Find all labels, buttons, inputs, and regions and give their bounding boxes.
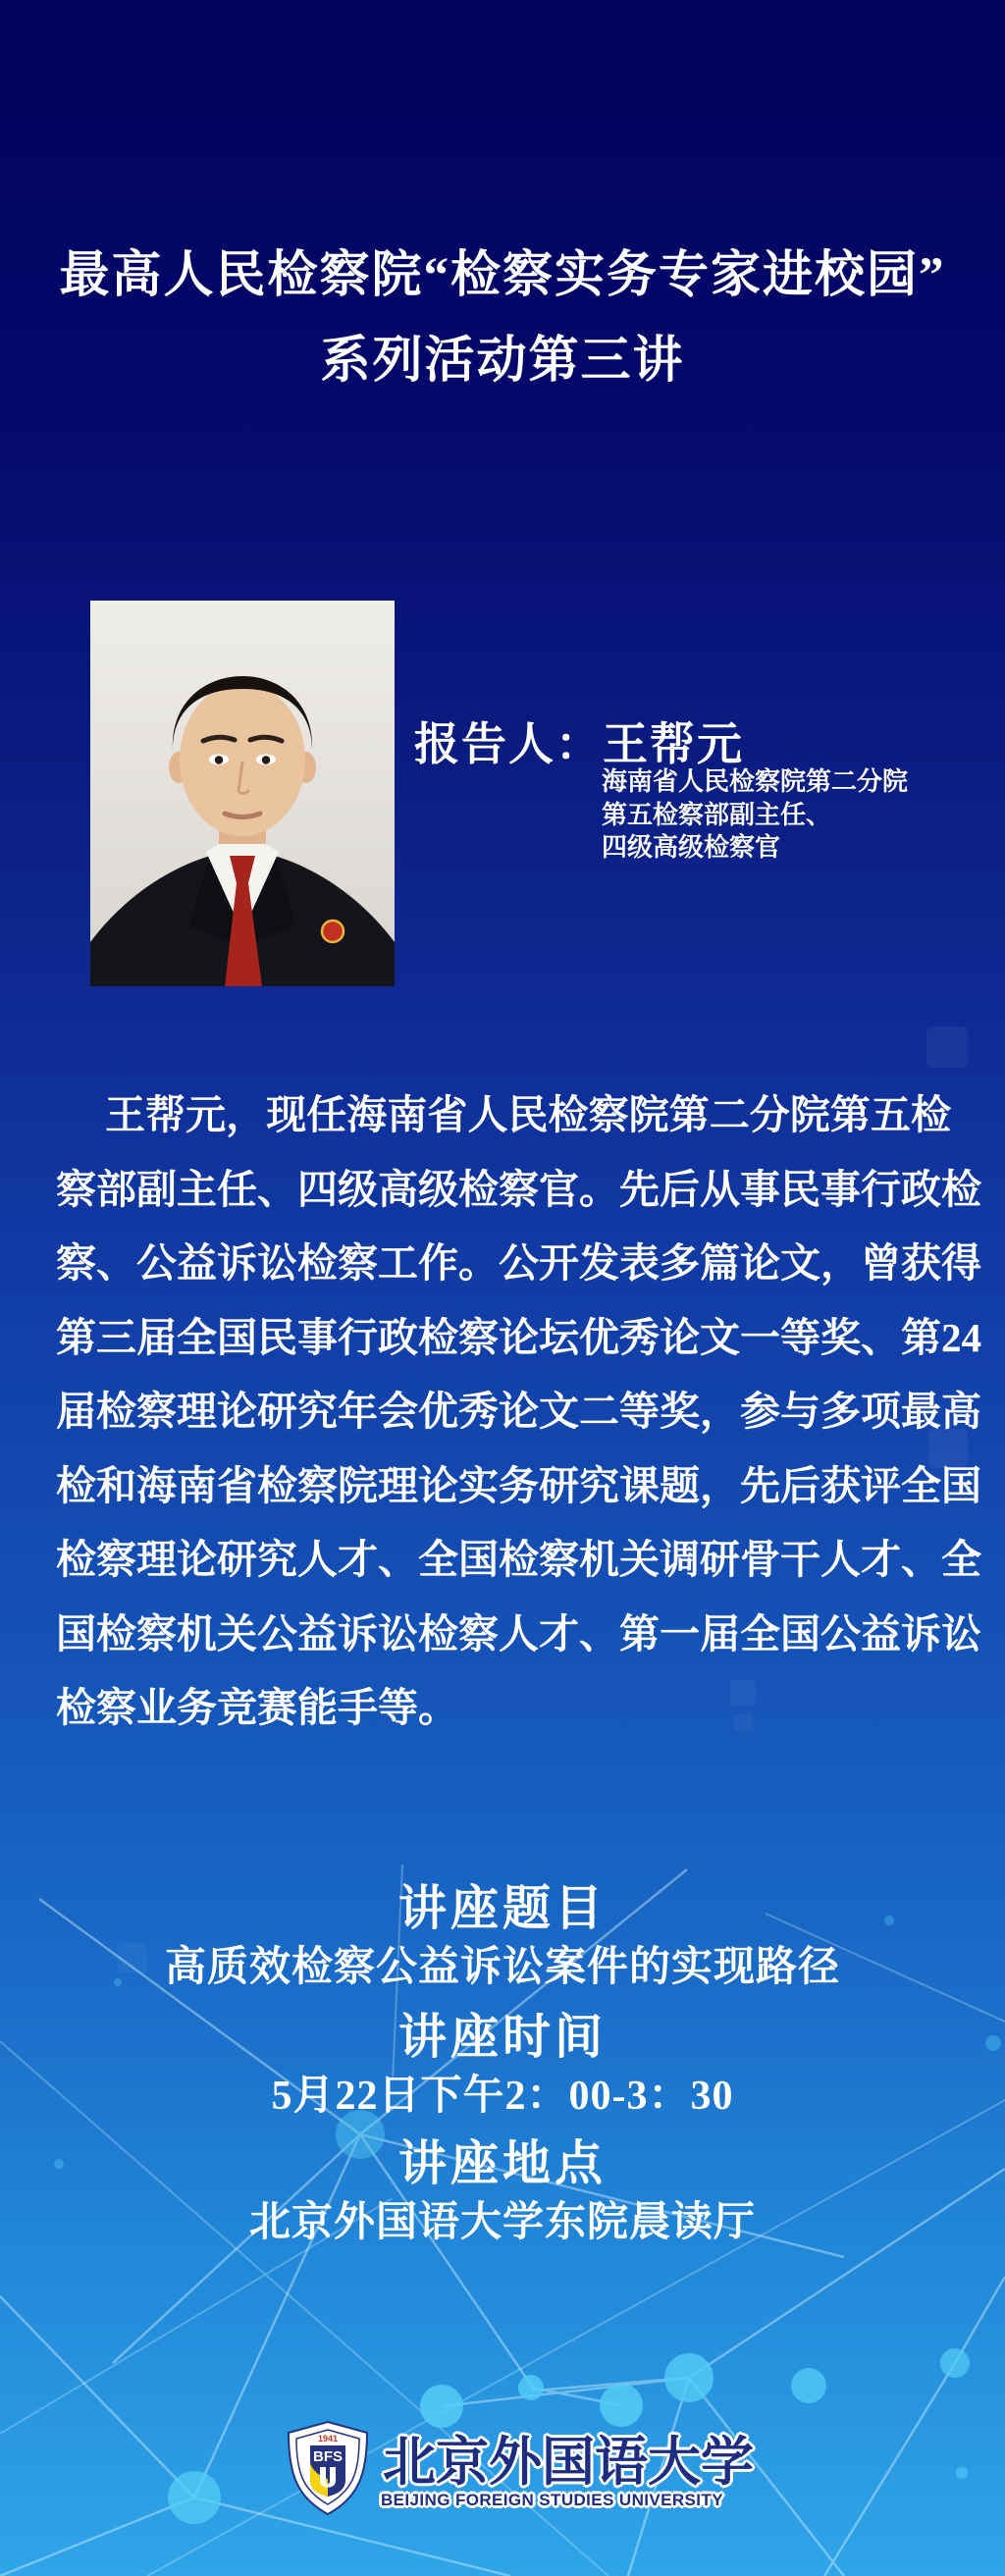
bio-line: 第三届全国民事行政检察论坛优秀论文一等奖、第24	[56, 1314, 981, 1360]
bio-line: 检和海南省检察院理论实务研究课题，先后获评全国	[56, 1462, 981, 1508]
shield-year: 1941	[317, 2434, 339, 2444]
affiliation-line: 海南省人民检察院第二分院	[602, 767, 909, 796]
university-name-english: BEIJING FOREIGN STUDIES UNIVERSITY	[381, 2491, 723, 2509]
lecture-topic-detail: 高质效检察公益诉讼案件的实现路径	[164, 1945, 840, 1990]
poster-title-line2: 系列活动第三讲	[320, 334, 685, 389]
speaker-bio-paragraph	[56, 1078, 981, 1746]
bio-line: 王帮元，现任海南省人民检察院第二分院第五检	[105, 1092, 951, 1137]
lecture-time-heading: 讲座时间	[397, 2010, 607, 2064]
university-shield-logo	[283, 2420, 373, 2516]
shield-letters: BFS	[313, 2448, 343, 2465]
bio-line: 察部副主任、四级高级检察官。先后从事民事行政检	[56, 1166, 981, 1212]
speaker-affiliation	[602, 765, 908, 865]
lecture-venue-heading: 讲座地点	[397, 2136, 607, 2190]
speaker-portrait-illustration	[90, 601, 395, 986]
bio-line: 检察业务竞赛能手等。	[56, 1685, 458, 1730]
bio-line: 届检察理论研究年会优秀论文二等奖，参与多项最高	[56, 1389, 981, 1434]
bio-line: 国检察机关公益诉讼检察人才、第一届全国公益诉讼	[56, 1610, 981, 1656]
poster-title-line1: 最高人民检察院“检察实务专家进校园”	[59, 248, 946, 303]
face	[180, 683, 305, 836]
bfsu-shield-icon	[283, 2420, 373, 2516]
bio-line: 检察理论研究人才、全国检察机关调研骨干人才、全	[56, 1537, 981, 1582]
affiliation-line: 四级高级检察官	[602, 833, 781, 862]
speaker-photo	[90, 601, 395, 986]
university-name-chinese: 北京外国语大学	[383, 2433, 754, 2492]
lecture-venue-detail: 北京外国语大学东院晨读厅	[248, 2200, 756, 2245]
bio-line: 察、公益诉讼检察工作。公开发表多篇论文，曾获得	[56, 1240, 981, 1286]
lecture-topic-heading: 讲座题目	[397, 1881, 607, 1935]
speaker-name-label: 报告人：王帮元	[414, 719, 744, 769]
lapel-badge	[322, 920, 344, 942]
affiliation-line: 第五检察部副主任、	[602, 800, 832, 829]
lecture-time-detail: 5月22日下午2：00-3：30	[271, 2074, 734, 2119]
